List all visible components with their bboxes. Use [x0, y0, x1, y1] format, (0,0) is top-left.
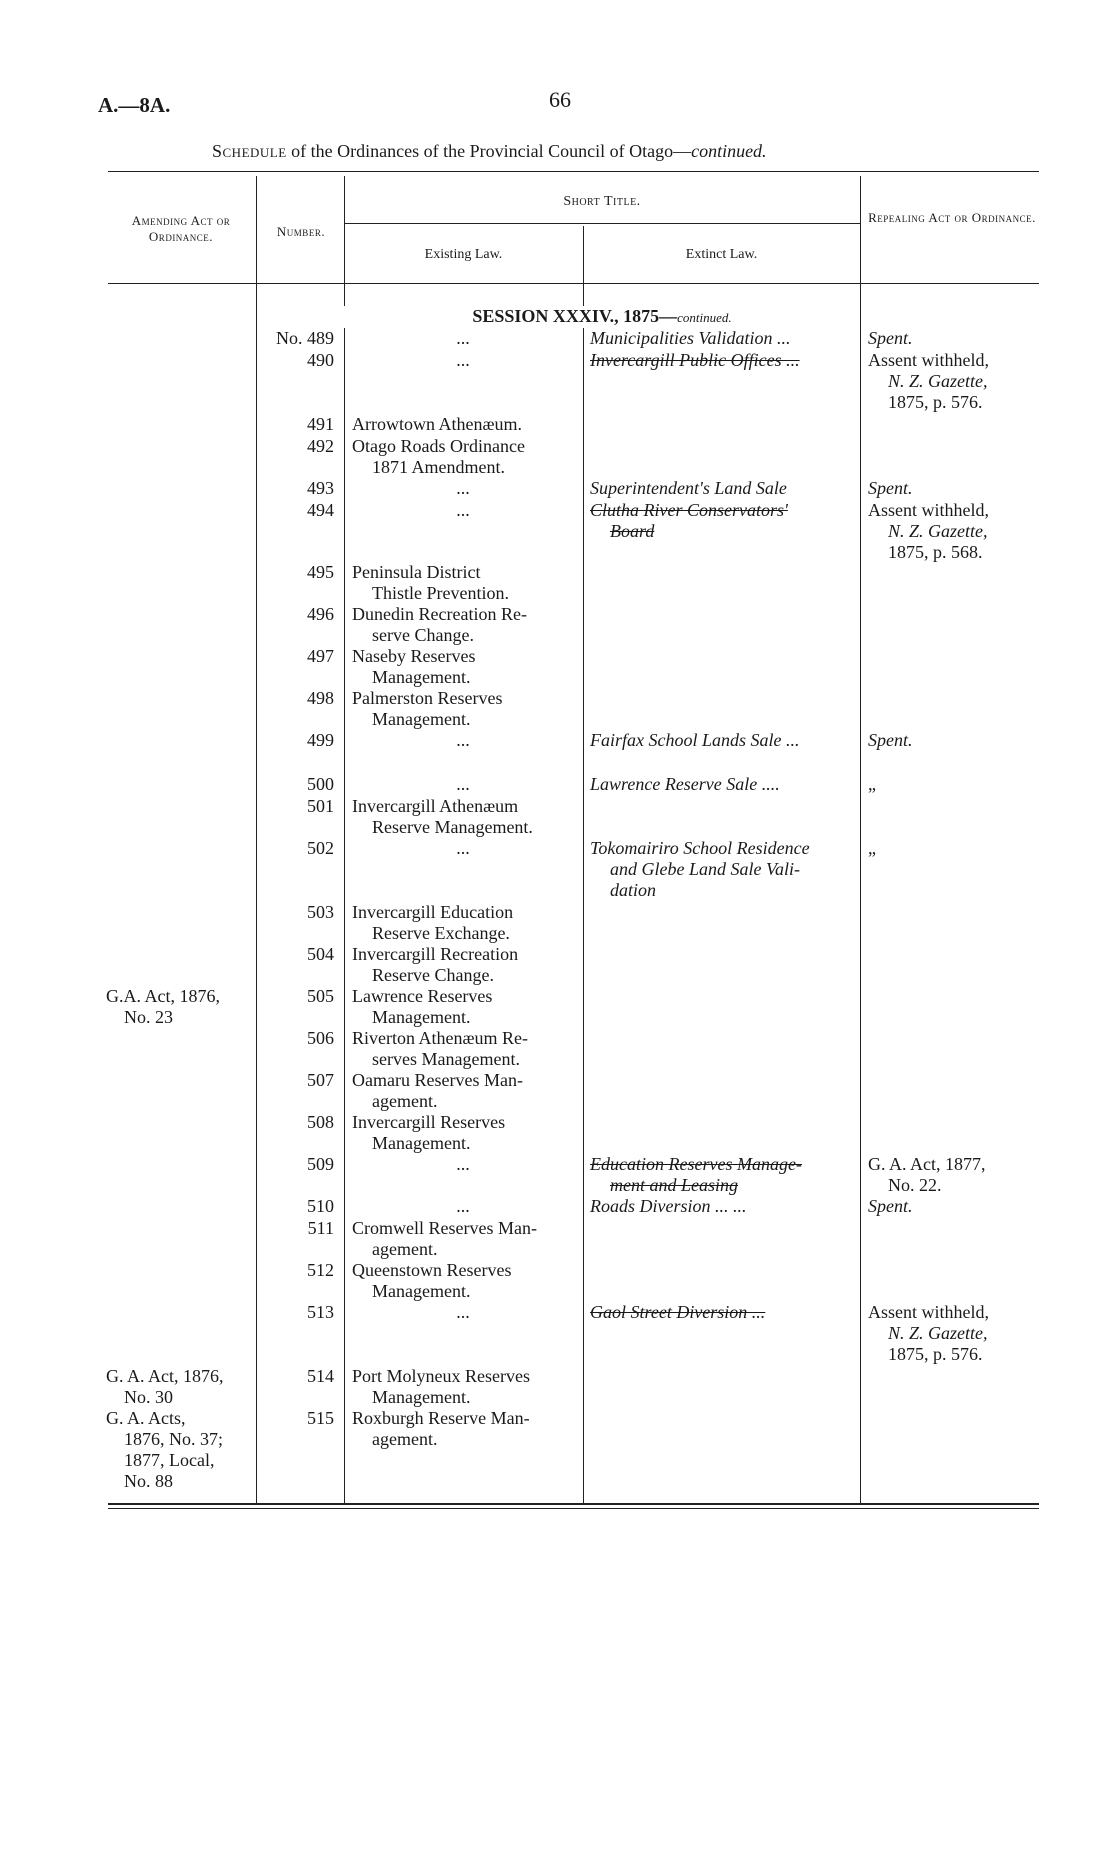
existing-law-title: ... — [456, 350, 470, 370]
repealing-act: Assent withheld, — [868, 350, 989, 370]
existing-law-title: Oamaru Reserves Man- — [352, 1070, 523, 1090]
repealing-act: G. A. Act, 1877, — [868, 1154, 986, 1174]
extinct-law-title: Board — [610, 521, 655, 541]
existing-law-title: Invercargill Recreation — [352, 944, 519, 964]
amending-act: G. A. Acts, — [106, 1408, 186, 1428]
existing-law-title: agement. — [372, 1429, 438, 1449]
ordinance-number: 514 — [307, 1366, 334, 1386]
existing-law-title: Management. — [372, 1133, 471, 1153]
ordinance-number: 498 — [307, 688, 334, 708]
ordinance-number: 512 — [307, 1260, 334, 1280]
repealing-act: Spent. — [868, 730, 913, 750]
existing-law-title: Dunedin Recreation Re- — [352, 604, 527, 624]
existing-law-title: Invercargill Reserves — [352, 1112, 506, 1132]
ordinance-number: 490 — [307, 350, 334, 370]
header-amending: Amending Act or Ordinance. — [131, 213, 231, 244]
existing-law-title: Management. — [372, 1387, 471, 1407]
extinct-law-title: Roads Diversion ... ... — [590, 1196, 747, 1216]
existing-law-title: Management. — [372, 1281, 471, 1301]
existing-law-title: ... — [456, 328, 470, 348]
existing-law-title: ... — [456, 478, 470, 498]
extinct-law-title: dation — [610, 880, 657, 900]
extinct-law-title: Clutha River Conservators' — [590, 500, 788, 520]
ordinance-number: 499 — [307, 730, 334, 750]
existing-law-title: ... — [456, 838, 470, 858]
extinct-law-title: Fairfax School Lands Sale ... — [590, 730, 800, 750]
existing-law-title: Riverton Athenæum Re- — [352, 1028, 528, 1048]
title-main: of the Ordinances of the Provincial Council of Otago— — [291, 141, 692, 161]
existing-law-title: ... — [456, 730, 470, 750]
extinct-law-title: Gaol Street Diversion ... — [590, 1302, 766, 1322]
repealing-act: Spent. — [868, 328, 913, 348]
existing-law-title: Arrowtown Athenæum. — [352, 414, 522, 434]
ordinance-number: 501 — [307, 796, 334, 816]
existing-law-title: Cromwell Reserves Man- — [352, 1218, 537, 1238]
amending-act: No. 88 — [124, 1471, 173, 1491]
existing-law-title: Reserve Management. — [372, 817, 533, 837]
page-number: 66 — [549, 87, 571, 112]
extinct-law-title: and Glebe Land Sale Vali- — [610, 859, 800, 879]
extinct-law-title: Lawrence Reserve Sale .... — [590, 774, 780, 794]
amending-act: G. A. Act, 1876, — [106, 1366, 224, 1386]
existing-law-title: Port Molyneux Reserves — [352, 1366, 530, 1386]
ordinance-number: 493 — [307, 478, 334, 498]
existing-law-title: ... — [456, 500, 470, 520]
repealing-act: 1875, p. 576. — [888, 392, 983, 412]
repealing-act: Spent. — [868, 1196, 913, 1216]
existing-law-title: Lawrence Reserves — [352, 986, 493, 1006]
ordinance-number: 494 — [307, 500, 334, 520]
extinct-law-title: Invercargill Public Offices ... — [590, 350, 800, 370]
existing-law-title: Management. — [372, 667, 471, 687]
existing-law-title: ... — [456, 774, 470, 794]
title-continued: continued. — [691, 141, 767, 161]
repealing-act: N. Z. Gazette, — [888, 521, 988, 541]
header-existing: Existing Law. — [424, 247, 503, 262]
ordinance-number: 513 — [307, 1302, 334, 1322]
existing-law-title: Otago Roads Ordinance — [352, 436, 525, 456]
ordinance-number: 492 — [307, 436, 334, 456]
existing-law-title: agement. — [372, 1239, 438, 1259]
extinct-law-title: Municipalities Validation ... — [590, 328, 791, 348]
amending-act: G.A. Act, 1876, — [106, 986, 220, 1006]
ordinance-number: 502 — [307, 838, 334, 858]
existing-law-title: ... — [456, 1302, 470, 1322]
repealing-act: 1875, p. 576. — [888, 1344, 983, 1364]
title-prefix: Schedule — [212, 141, 287, 161]
extinct-law-title: Tokomairiro School Residence — [590, 838, 810, 858]
ordinance-number: 509 — [307, 1154, 334, 1174]
repealing-act: 1875, p. 568. — [888, 542, 983, 562]
ordinance-number: 511 — [307, 1218, 334, 1238]
ordinance-number: 495 — [307, 562, 334, 582]
repealing-act: N. Z. Gazette, — [888, 371, 988, 391]
ordinance-number: 510 — [307, 1196, 334, 1216]
header-short-title: Short Title. — [563, 194, 641, 209]
amending-act: No. 23 — [124, 1007, 173, 1027]
amending-act: 1876, No. 37; — [124, 1429, 223, 1449]
amending-act: No. 30 — [124, 1387, 173, 1407]
existing-law-title: Invercargill Education — [352, 902, 514, 922]
ordinance-number: 503 — [307, 902, 334, 922]
repealing-act: „ — [868, 774, 876, 794]
existing-law-title: Reserve Change. — [372, 965, 494, 985]
ordinance-number: 497 — [307, 646, 334, 666]
session-label: SESSION XXXIV., 1875— — [472, 306, 678, 326]
existing-law-title: serve Change. — [372, 625, 474, 645]
extinct-law-title: Superintendent's Land Sale — [590, 478, 787, 498]
existing-law-title: agement. — [372, 1091, 438, 1111]
ordinance-number: 491 — [307, 414, 334, 434]
existing-law-title: Management. — [372, 1007, 471, 1027]
existing-law-title: serves Management. — [372, 1049, 520, 1069]
existing-law-title: Reserve Exchange. — [372, 923, 510, 943]
session-continued: continued. — [677, 310, 732, 325]
repealing-act: Assent withheld, — [868, 500, 989, 520]
existing-law-title: 1871 Amendment. — [372, 457, 505, 477]
repealing-act: „ — [868, 838, 876, 858]
ordinance-number: No. 489 — [276, 328, 334, 348]
existing-law-title: ... — [456, 1154, 470, 1174]
header-extinct: Extinct Law. — [685, 247, 758, 262]
ordinance-number: 507 — [307, 1070, 334, 1090]
ordinance-number: 515 — [307, 1408, 334, 1428]
ordinance-number: 500 — [307, 774, 334, 794]
existing-law-title: Roxburgh Reserve Man- — [352, 1408, 530, 1428]
existing-law-title: Naseby Reserves — [352, 646, 476, 666]
extinct-law-title: Education Reserves Manage- — [590, 1154, 802, 1174]
ordinance-number: 506 — [307, 1028, 334, 1048]
existing-law-title: Invercargill Athenæum — [352, 796, 519, 816]
ordinance-number: 505 — [307, 986, 334, 1006]
repealing-act: Spent. — [868, 478, 913, 498]
existing-law-title: Palmerston Reserves — [352, 688, 503, 708]
repealing-act: N. Z. Gazette, — [888, 1323, 988, 1343]
header-number: Number. — [276, 224, 326, 239]
ordinance-number: 496 — [307, 604, 334, 624]
existing-law-title: Queenstown Reserves — [352, 1260, 512, 1280]
existing-law-title: Peninsula District — [352, 562, 481, 582]
existing-law-title: ... — [456, 1196, 470, 1216]
ordinance-number: 504 — [307, 944, 334, 964]
existing-law-title: Management. — [372, 709, 471, 729]
existing-law-title: Thistle Prevention. — [372, 583, 509, 603]
extinct-law-title: ment and Leasing — [610, 1175, 738, 1195]
header-repealing: Repealing Act or Ordinance. — [868, 210, 1036, 225]
repealing-act: Assent withheld, — [868, 1302, 989, 1322]
page-ref: A.—8A. — [98, 93, 171, 117]
amending-act: 1877, Local, — [124, 1450, 215, 1470]
ordinance-number: 508 — [307, 1112, 334, 1132]
repealing-act: No. 22. — [888, 1175, 942, 1195]
